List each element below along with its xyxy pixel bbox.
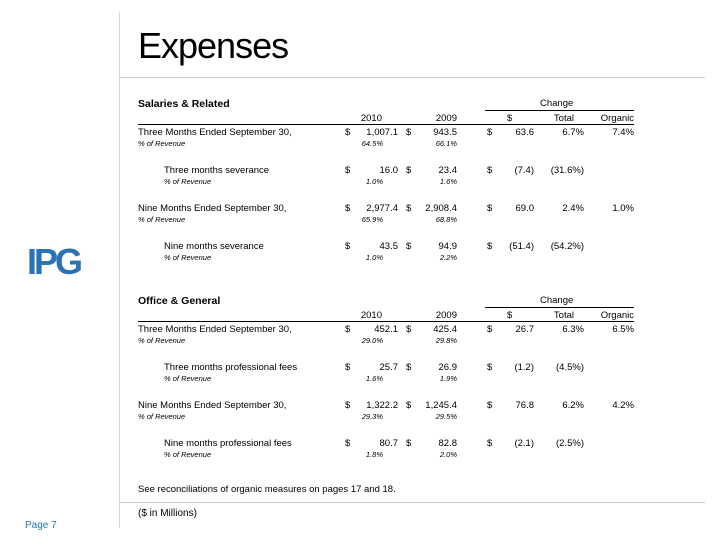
revenue-pct-2009: 29.8% bbox=[435, 336, 457, 345]
row-label: Three months professional fees bbox=[164, 362, 298, 373]
change-total: 6.3% bbox=[562, 324, 584, 335]
change-total: (4.5%) bbox=[556, 362, 584, 373]
col-header-total: Total bbox=[553, 310, 574, 321]
units-note: ($ in Millions) bbox=[138, 508, 197, 519]
revenue-pct-2009: 29.5% bbox=[435, 412, 457, 421]
currency-symbol: $ bbox=[487, 438, 493, 449]
currency-symbol: $ bbox=[487, 362, 493, 373]
change-total: 6.2% bbox=[562, 400, 584, 411]
row-label: Three months severance bbox=[164, 165, 270, 176]
currency-symbol: $ bbox=[345, 203, 351, 214]
left-divider bbox=[119, 12, 120, 528]
currency-symbol: $ bbox=[406, 241, 412, 252]
currency-symbol: $ bbox=[487, 241, 493, 252]
change-total: (31.6%) bbox=[550, 165, 584, 176]
change-header-rule bbox=[485, 307, 634, 308]
change-total: (2.5%) bbox=[556, 438, 584, 449]
value-2010: 80.7 bbox=[379, 438, 398, 449]
reconciliation-footnote: See reconciliations of organic measures on pages 17 and 18. bbox=[138, 484, 396, 495]
col-header-2009: 2009 bbox=[435, 310, 457, 321]
revenue-pct-label: % of Revenue bbox=[138, 336, 186, 345]
column-header-rule bbox=[138, 124, 634, 125]
change-header: Change bbox=[540, 295, 574, 306]
change-organic: 7.4% bbox=[612, 127, 634, 138]
currency-symbol: $ bbox=[487, 324, 493, 335]
currency-symbol: $ bbox=[406, 324, 412, 335]
change-dollar: 26.7 bbox=[515, 324, 534, 335]
currency-symbol: $ bbox=[345, 362, 351, 373]
value-2010: 1,007.1 bbox=[366, 127, 398, 138]
row-label: Nine months severance bbox=[164, 241, 264, 252]
currency-symbol: $ bbox=[487, 400, 493, 411]
value-2009: 26.9 bbox=[438, 362, 457, 373]
currency-symbol: $ bbox=[345, 241, 351, 252]
col-header-organic: Organic bbox=[600, 113, 634, 124]
change-dollar: (7.4) bbox=[514, 165, 534, 176]
change-dollar: (1.2) bbox=[514, 362, 534, 373]
value-2009: 94.9 bbox=[438, 241, 457, 252]
value-2010: 43.5 bbox=[379, 241, 398, 252]
revenue-pct-2009: 2.2% bbox=[439, 253, 457, 262]
col-header-dollar: $ bbox=[507, 113, 513, 124]
col-header-total: Total bbox=[553, 113, 574, 124]
currency-symbol: $ bbox=[406, 165, 412, 176]
revenue-pct-2010: 29.3% bbox=[361, 412, 383, 421]
value-2009: 23.4 bbox=[438, 165, 457, 176]
bottom-rule bbox=[119, 502, 705, 503]
change-dollar: 69.0 bbox=[515, 203, 534, 214]
row-label: Three Months Ended September 30, bbox=[138, 127, 292, 138]
value-2010: 16.0 bbox=[379, 165, 398, 176]
page-number: Page 7 bbox=[25, 520, 57, 531]
svg-text:IPG: IPG bbox=[27, 244, 81, 278]
col-header-2009: 2009 bbox=[435, 113, 457, 124]
row-label: Nine months professional fees bbox=[164, 438, 292, 449]
currency-symbol: $ bbox=[406, 400, 412, 411]
currency-symbol: $ bbox=[487, 203, 493, 214]
row-label: Three Months Ended September 30, bbox=[138, 324, 292, 335]
revenue-pct-2009: 1.6% bbox=[439, 177, 457, 186]
currency-symbol: $ bbox=[406, 362, 412, 373]
value-2009: 943.5 bbox=[433, 127, 457, 138]
currency-symbol: $ bbox=[406, 438, 412, 449]
currency-symbol: $ bbox=[406, 203, 412, 214]
ipg-logo-icon bbox=[27, 244, 91, 278]
change-header-rule bbox=[485, 110, 634, 111]
change-dollar: 63.6 bbox=[515, 127, 534, 138]
value-2010: 2,977.4 bbox=[366, 203, 398, 214]
title-rule bbox=[119, 77, 705, 78]
currency-symbol: $ bbox=[345, 400, 351, 411]
table-title: Salaries & Related bbox=[138, 98, 230, 110]
revenue-pct-label: % of Revenue bbox=[138, 139, 186, 148]
value-2009: 82.8 bbox=[438, 438, 457, 449]
value-2010: 452.1 bbox=[374, 324, 398, 335]
change-total: 6.7% bbox=[562, 127, 584, 138]
revenue-pct-2009: 1.9% bbox=[439, 374, 457, 383]
revenue-pct-label: % of Revenue bbox=[138, 412, 186, 421]
revenue-pct-2009: 68.8% bbox=[435, 215, 457, 224]
slide-title: Expenses bbox=[138, 25, 289, 66]
table-title: Office & General bbox=[138, 295, 221, 307]
currency-symbol: $ bbox=[406, 127, 412, 138]
row-label: Nine Months Ended September 30, bbox=[138, 203, 287, 214]
revenue-pct-2010: 1.6% bbox=[365, 374, 383, 383]
col-header-2010: 2010 bbox=[360, 310, 382, 321]
revenue-pct-2010: 29.0% bbox=[361, 336, 383, 345]
revenue-pct-2010: 65.9% bbox=[361, 215, 383, 224]
change-organic: 1.0% bbox=[612, 203, 634, 214]
revenue-pct-2009: 66.1% bbox=[435, 139, 457, 148]
col-header-2010: 2010 bbox=[360, 113, 382, 124]
ipg-logo bbox=[27, 244, 91, 283]
revenue-pct-label: % of Revenue bbox=[164, 450, 212, 459]
value-2009: 1,245.4 bbox=[425, 400, 457, 411]
revenue-pct-label: % of Revenue bbox=[164, 177, 212, 186]
currency-symbol: $ bbox=[345, 127, 351, 138]
col-header-dollar: $ bbox=[507, 310, 513, 321]
change-dollar: (51.4) bbox=[509, 241, 534, 252]
change-total: 2.4% bbox=[562, 203, 584, 214]
currency-symbol: $ bbox=[487, 127, 493, 138]
value-2010: 25.7 bbox=[379, 362, 398, 373]
change-header: Change bbox=[540, 98, 574, 109]
change-total: (54.2%) bbox=[550, 241, 584, 252]
currency-symbol: $ bbox=[345, 438, 351, 449]
change-organic: 6.5% bbox=[612, 324, 634, 335]
currency-symbol: $ bbox=[487, 165, 493, 176]
revenue-pct-2010: 1.0% bbox=[365, 253, 383, 262]
revenue-pct-2010: 64.5% bbox=[361, 139, 383, 148]
revenue-pct-2009: 2.0% bbox=[439, 450, 457, 459]
change-organic: 4.2% bbox=[612, 400, 634, 411]
change-dollar: 76.8 bbox=[515, 400, 534, 411]
column-header-rule bbox=[138, 321, 634, 322]
currency-symbol: $ bbox=[345, 324, 351, 335]
revenue-pct-2010: 1.0% bbox=[365, 177, 383, 186]
currency-symbol: $ bbox=[345, 165, 351, 176]
row-label: Nine Months Ended September 30, bbox=[138, 400, 287, 411]
revenue-pct-label: % of Revenue bbox=[164, 374, 212, 383]
value-2010: 1,322.2 bbox=[366, 400, 398, 411]
revenue-pct-label: % of Revenue bbox=[164, 253, 212, 262]
col-header-organic: Organic bbox=[600, 310, 634, 321]
revenue-pct-2010: 1.8% bbox=[365, 450, 383, 459]
value-2009: 425.4 bbox=[433, 324, 457, 335]
change-dollar: (2.1) bbox=[514, 438, 534, 449]
value-2009: 2,908.4 bbox=[425, 203, 457, 214]
revenue-pct-label: % of Revenue bbox=[138, 215, 186, 224]
